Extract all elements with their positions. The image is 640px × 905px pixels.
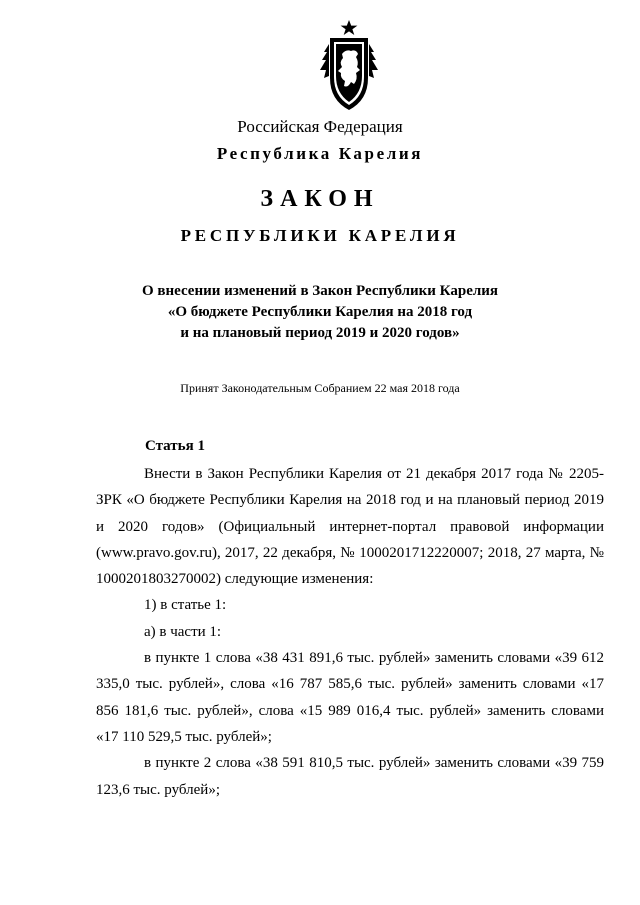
karelia-coat-of-arms-icon <box>317 18 381 114</box>
federation-label: Российская Федерация <box>237 117 403 136</box>
paragraph: 1) в статье 1: <box>144 597 227 614</box>
law-name <box>0 281 640 344</box>
law-name-line: и на плановый период 2019 и 2020 годов» <box>180 325 460 341</box>
paragraph: Внести в Закон Республики Карелия от 21 декабря 2017 года № 2205-ЗРК «О бюджете Республики Карелия на 2018 год и на плановый период 2019 и 2020 годов» (Официальный интернет-портал правовой информации (www.pravo.gov.ru), 2017, 22 декабря, № 1000201712220007; 2018, 27 марта, № 1000201803270002) следующие изменения: <box>96 466 604 588</box>
law-subtitle: РЕСПУБЛИКИ КАРЕЛИЯ <box>180 226 460 245</box>
article-heading: Статья 1 <box>145 438 205 454</box>
adoption-note: Принят Законодательным Собранием 22 мая 2018 года <box>180 381 460 395</box>
law-name-line: «О бюджете Республики Карелия на 2018 год <box>167 304 473 320</box>
law-title: ЗАКОН <box>260 186 380 212</box>
republic-label: Республика Карелия <box>216 144 424 163</box>
paragraph: а) в части 1: <box>144 623 222 640</box>
law-name-line: О внесении изменений в Закон Республики Карелия <box>141 283 499 299</box>
paragraph: в пункте 2 слова «38 591 810,5 тыс. рублей» заменить словами «39 759 123,6 тыс. рублей»; <box>96 755 604 798</box>
article-body <box>96 461 604 803</box>
paragraph: в пункте 1 слова «38 431 891,6 тыс. рублей» заменить словами «39 612 335,0 тыс. рублей», слова «16 787 585,6 тыс. рублей» заменить словами «17 856 181,6 тыс. рублей», слова «15 989 016,4 тыс. рублей» заменить словами «17 110 529,5 тыс. рублей»; <box>96 650 604 745</box>
